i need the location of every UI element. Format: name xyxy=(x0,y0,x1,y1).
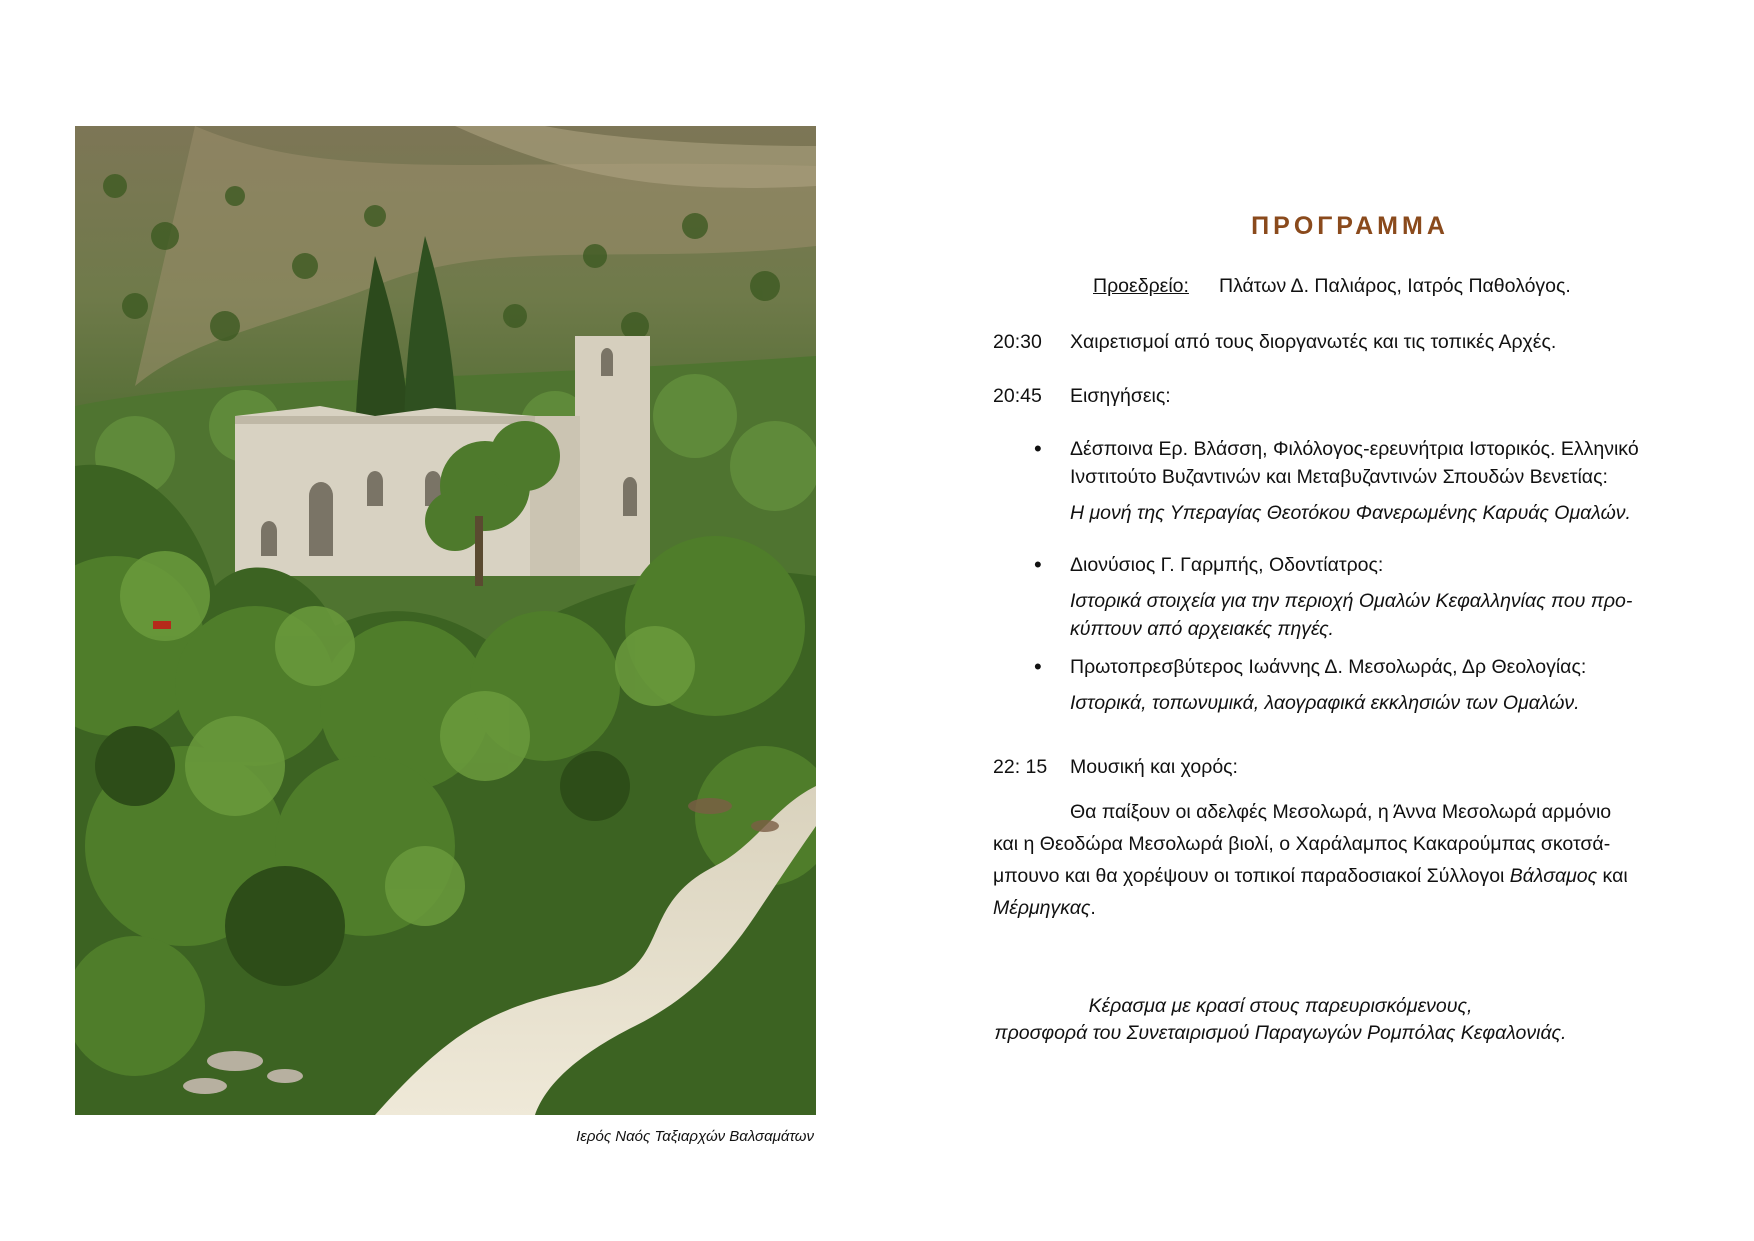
item-greetings: Χαιρετισμοί από τους διοργανωτές και τις τοπικές Αρχές. xyxy=(1070,331,1557,353)
time-2215: 22: 15 xyxy=(993,756,1048,778)
talk1-speaker-line2: Ινστιτούτο Βυζαντινών και Μεταβυζαντινών Σπουδών Βενετίας: xyxy=(1070,466,1608,488)
closing-line-1: Κέρασμα με κρασί στους παρευρισκόμενους, xyxy=(1088,995,1473,1017)
music-line-1: Θα παίξουν οι αδελφές Μεσολωρά, η Άννα Μεσολωρά αρμόνιο xyxy=(1070,801,1612,823)
music-line-3-text: μπουνο και θα χορέψουν οι τοπικοί παραδοσιακοί Σύλλογοι xyxy=(993,865,1510,887)
talk2-speaker: Διονύσιος Γ. Γαρμπής, Οδοντίατρος: xyxy=(1070,554,1384,576)
item-presentations: Εισηγήσεις: xyxy=(1070,385,1171,407)
music-line-2: και η Θεοδώρα Μεσολωρά βιολί, ο Χαράλαμπος Κακαρούμπας σκοτσά- xyxy=(993,833,1611,855)
talk2-title-line2: κύπτουν από αρχειακές πηγές. xyxy=(1070,618,1334,640)
time-2030: 20:30 xyxy=(993,331,1042,353)
music-line-3-end: και xyxy=(1597,865,1628,887)
program-title: ΠΡΟΓΡΑΜΜΑ xyxy=(1251,212,1449,240)
talk2-title-line1: Ιστορικά στοιχεία για την περιοχή Ομαλών Κεφαλληνίας που προ- xyxy=(1070,590,1633,612)
chair-name: Πλάτων Δ. Παλιάρος, Ιατρός Παθολόγος. xyxy=(1219,275,1571,297)
music-line-4 xyxy=(993,896,1096,920)
music-group-mermigkas: Μέρμηγκας xyxy=(993,897,1091,919)
music-group-valsamos: Βάλσαμος xyxy=(1509,865,1598,887)
bullet-icon: • xyxy=(1034,552,1042,577)
bullet-icon: • xyxy=(1034,654,1042,679)
music-line-4-end: . xyxy=(1090,897,1096,919)
talk1-speaker-line1: Δέσποινα Ερ. Βλάσση, Φιλόλογος-ερευνήτρια Ιστορικός. Ελληνικό xyxy=(1070,438,1639,460)
talk3-title: Ιστορικά, τοπωνυμικά, λαογραφικά εκκλησιών των Ομαλών. xyxy=(1070,692,1580,714)
item-music-dance: Μουσική και χορός: xyxy=(1070,756,1238,778)
bullet-icon: • xyxy=(1034,436,1042,461)
time-2045: 20:45 xyxy=(993,385,1042,407)
talk3-speaker: Πρωτοπρεσβύτερος Ιωάννης Δ. Μεσολωράς, Δρ Θεολογίας: xyxy=(1070,656,1587,678)
chair-label: Προεδρείο: xyxy=(1093,275,1189,297)
closing-line-2: προσφορά του Συνεταιρισμού Παραγωγών Ρομπόλας Κεφαλονιάς. xyxy=(994,1022,1567,1044)
church-landscape-photo xyxy=(75,126,816,1115)
talk1-title: Η μονή της Υπεραγίας Θεοτόκου Φανερωμένης Καρυάς Ομαλών. xyxy=(1070,502,1631,524)
photo-caption: Ιερός Ναός Ταξιαρχών Βαλσαμάτων xyxy=(576,1128,814,1145)
music-line-3 xyxy=(993,864,1628,888)
